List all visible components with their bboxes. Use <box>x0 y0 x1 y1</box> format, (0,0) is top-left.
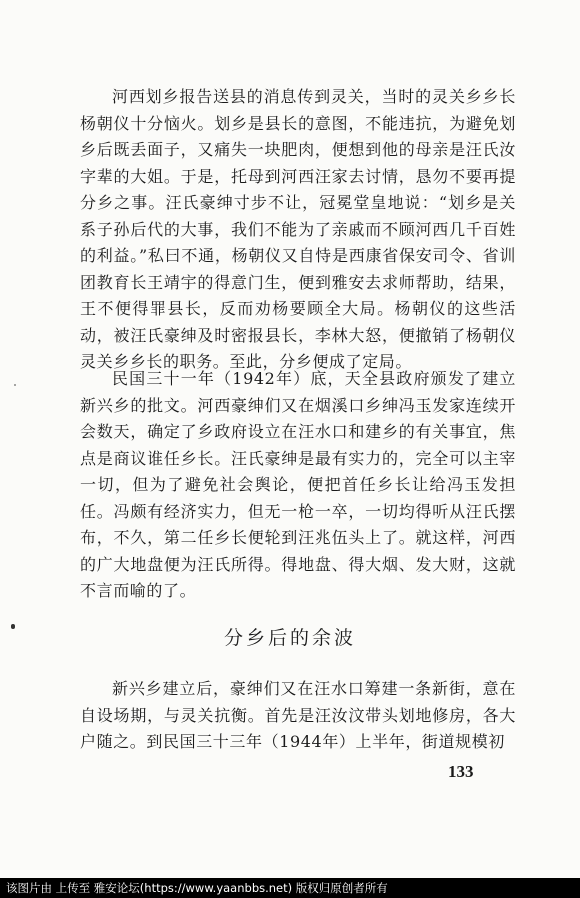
ink-speck <box>14 384 16 386</box>
page-number: 133 <box>448 762 474 781</box>
ink-speck <box>11 624 15 629</box>
paragraph-2: 民国三十一年（1942年）底，天全县政府颁发了建立新兴乡的批文。河西豪绅们又在烟溪口乡绅冯玉发家连续开会数天，确定了乡政府设立在汪水口和建乡的有关事宜，焦点是商议谁任乡长。汪氏豪绅是最有实力的，完全可以主宰一切，但为了避免社会舆论，便把首任乡长让给冯玉发担任。冯颇有经济实力，但无一枪一卒，一切均得听从汪氏摆布，不久，第二任乡长便轮到汪兆伍头上了。就这样，河西的广大地盘便为汪氏所得。得地盘、得大烟、发大财，这就不言而喻的了。 <box>80 369 516 600</box>
paragraph-3: 新兴乡建立后，豪绅们又在汪水口筹建一条新街，意在自设场期，与灵关抗衡。首先是汪汝汶带头划地修房，各大户随之。到民国三十三年（1944年）上半年，街道规模初 <box>80 679 516 751</box>
section-heading: 分乡后的余波 <box>223 627 356 649</box>
watermark-footer: 该图片由 上传至 雅安论坛(https://www.yaanbbs.net) 版权归原创者所有 <box>0 878 580 898</box>
paragraph-1: 河西划乡报告送县的消息传到灵关，当时的灵关乡乡长杨朝仪十分恼火。划乡是县长的意图，不能违抗，为避免划乡后既丢面子，又痛失一块肥肉，便想到他的母亲是汪氏汝字辈的大姐。于是，托母到河西汪家去讨情，恳勿不要再提分乡之事。汪氏豪绅寸步不让，冠冕堂皇地说：“划乡是关系子孙后代的大事，我们不能为了亲戚而不顾河西几千百姓的利益。”私曰不通，杨朝仪又自恃是西康省保安司令、省训团教育长王靖宇的得意门生，便到雅安去求师帮助，结果，王不便得罪县长，反而劝杨要顾全大局。杨朝仪的这些活动，被汪氏豪绅及时密报县长，李林大怒，便撤销了杨朝仪灵关乡乡长的职务。至此，分乡便成了定局。 <box>80 87 516 371</box>
